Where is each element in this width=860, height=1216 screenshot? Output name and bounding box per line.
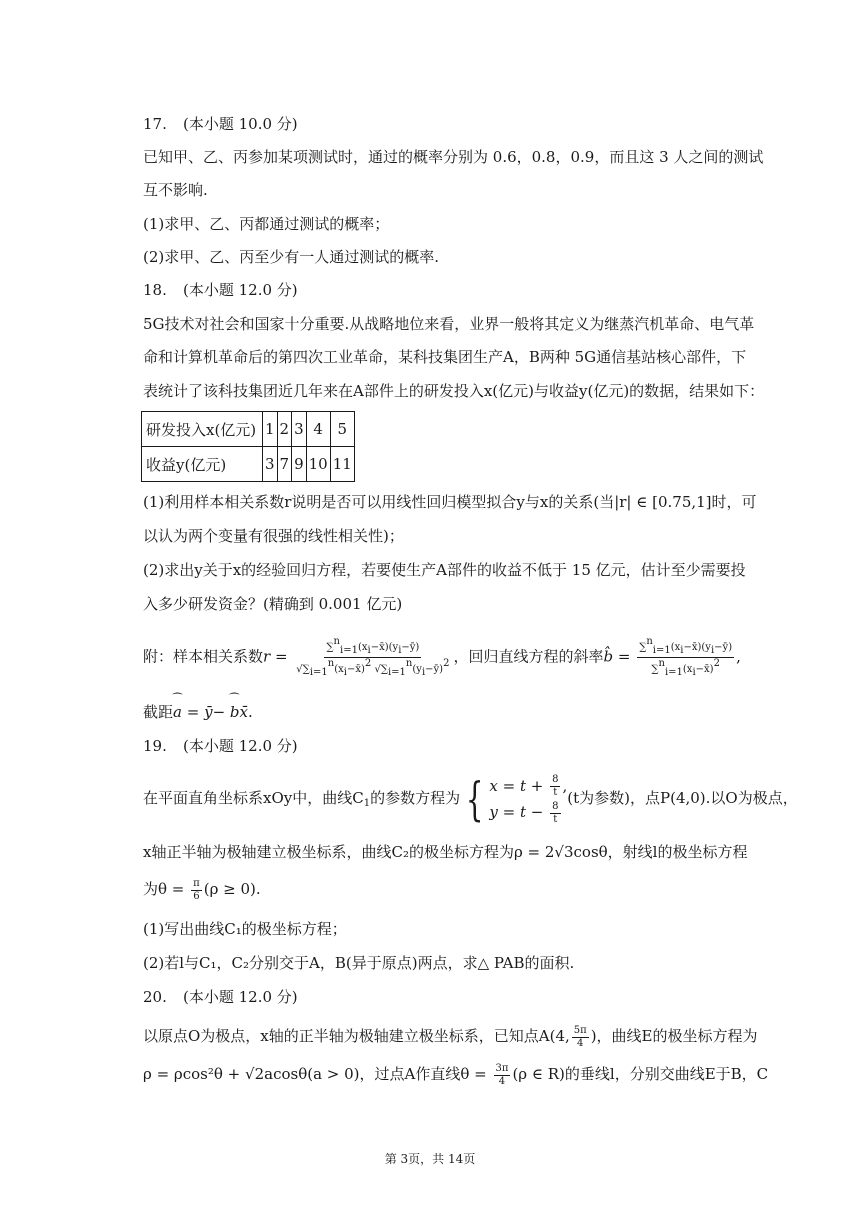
q19-text-b: 的参数方程为 <box>370 789 461 807</box>
q19-stem-line1: 在平面直角坐标系xOy中，曲线$C_1$的参数方程为 { x = t + $\frac{8}{t}$ , y = t − $\frac{8}{t}$ (t为参数)，点P(4,0).以O为极点， <box>143 772 798 826</box>
q17-part1: (1)求甲、乙、丙都通过测试的概率； <box>143 215 390 233</box>
q17-part2: (2)求甲、乙、丙至少有一人通过测试的概率. <box>143 248 440 266</box>
q17-number: 17. <box>143 115 167 133</box>
table-cell: 10 <box>306 447 330 482</box>
table-cell: 9 <box>292 447 307 482</box>
q19-text-c: (t为参数)，点P(4,0).以O为极点， <box>567 789 798 807</box>
q17-stem-line1: 已知甲、乙、丙参加某项测试时，通过的概率分别为 0.6，0.8，0.9，而且这 3 人之间的测试 <box>143 148 764 166</box>
q18-heading <box>143 280 298 300</box>
q17-heading <box>143 114 298 134</box>
table-row-x <box>142 412 355 447</box>
appendix-label: 附：样本相关系数 <box>143 647 264 666</box>
table-cell: 5 <box>330 412 354 447</box>
q17-points: (本小题 10.0 分) <box>183 115 298 133</box>
table-cell: 2 <box>277 412 292 447</box>
table-row-y <box>142 447 355 482</box>
q20-points: (本小题 12.0 分) <box>183 988 298 1006</box>
q19-text-a: 在平面直角坐标系xOy中，曲线C <box>143 789 364 807</box>
q18-intercept: 截距⁀ a = ȳ− ⁀ bx̄. <box>143 702 253 722</box>
q20-heading <box>143 987 298 1007</box>
table-cell: 1 <box>263 412 278 447</box>
q20-text-b: )，曲线E的极坐标方程为 <box>590 1027 758 1045</box>
q18-part2-line2: 入多少研发资金？(精确到 0.001 亿元) <box>143 595 403 613</box>
q20-text-d: (ρ ∈ R)的垂线l，分别交曲线E于B，C <box>512 1065 769 1083</box>
q18-points: (本小题 12.0 分) <box>183 281 298 299</box>
appendix-slope-label: ，回归直线方程的斜率 <box>453 647 604 666</box>
q18-part1-line2: 以认为两个变量有很强的线性相关性)； <box>143 527 404 545</box>
q18-part2-line1: (2)求出y关于x的经验回归方程，若要使生产A部件的收益不低于 15 亿元，估计至少需要投 <box>143 561 746 579</box>
q18-part1-line1: (1)利用样本相关系数r说明是否可以用线性回归模型拟合y与x的关系(当|r| ∈ [0.75,1]时，可 <box>143 493 757 511</box>
q19-part1: (1)写出曲线C₁的极坐标方程； <box>143 920 347 938</box>
table-cell: 4 <box>306 412 330 447</box>
page-footer: 第 3页，共 14页 <box>384 1152 476 1166</box>
q19-points: (本小题 12.0 分) <box>183 737 298 755</box>
q20-stem-line2: ρ = ρcos²θ + √2acosθ(a > 0)，过点A作直线θ = $\frac{3\pi}{4}$ (ρ ∈ R)的垂线l，分别交曲线E于B，C <box>143 1062 769 1087</box>
q18-stem-line2: 命和计算机革命后的第四次工业革命，某科技集团生产A，B两种 5G通信基站核心部件，下 <box>143 348 747 366</box>
q20-stem-line1: 以原点O为极点，x轴的正半轴为极轴建立极坐标系，已知点A(4, $\frac{5\pi}{4}$ )，曲线E的极坐标方程为 <box>143 1024 758 1049</box>
q18-number: 18. <box>143 281 167 299</box>
q19-number: 19. <box>143 737 167 755</box>
q19-heading <box>143 736 298 756</box>
q20-text-a: 以原点O为极点，x轴的正半轴为极轴建立极坐标系，已知点A(4, <box>143 1027 570 1045</box>
q18-stem-line1: 5G技术对社会和国家十分重要.从战略地位来看，业界一般将其定义为继蒸汽机革命、电气革 <box>143 315 755 333</box>
table-cell: 11 <box>330 447 354 482</box>
table-cell: 3 <box>263 447 278 482</box>
intercept-label: 截距 <box>143 703 174 721</box>
q20-text-c: ρ = ρcos²θ + √2acosθ(a > 0)，过点A作直线θ = <box>143 1065 487 1083</box>
table-cell: 3 <box>292 412 307 447</box>
correlation-formula: $\frac{\sum ni=1(xi-x̄)(yi-ȳ)}{√\sum i=1n(xi-x̄)2 √\sum i=1n(yi-ȳ)2}$ <box>296 636 450 678</box>
q19-text-e: (ρ ≥ 0). <box>203 880 261 898</box>
parametric-system: x = t + $\frac{8}{t}$ , y = t − $\frac{8}{t}$ <box>489 774 568 825</box>
q19-stem-line2: x轴正半轴为极轴建立极坐标系，曲线C₂的极坐标方程为ρ = 2√3cosθ，射线l的极坐标方程 <box>143 843 748 861</box>
table-header-x: 研发投入x(亿元) <box>142 412 263 447</box>
q19-part2: (2)若l与C₁，C₂分别交于A，B(异于原点)两点，求△ PAB的面积. <box>143 954 575 972</box>
slope-formula: $\frac{\sum ni=1(xi-x̄)(yi-ȳ)}{\sum ni=1(xi-x̄)2}$ <box>639 636 733 678</box>
q18-data-table <box>141 411 355 482</box>
table-header-y: 收益y(亿元) <box>142 447 263 482</box>
q18-stem-line3: 表统计了该科技集团近几年来在A部件上的研发投入x(亿元)与收益y(亿元)的数据，结果如下： <box>143 382 765 400</box>
table-cell: 7 <box>277 447 292 482</box>
q17-stem-line2: 互不影响. <box>143 181 208 199</box>
q20-number: 20. <box>143 988 167 1006</box>
brace-glyph: { <box>465 772 484 826</box>
q18-appendix: 附：样本相关系数r = $\frac{\sum ni=1(xi-x̄)(yi-ȳ)}{√\sum i=1n(xi-x̄)2 √\sum i=1n(yi-ȳ)2}$ ，回归直线方程的斜率b̂ = $\frac{\sum ni=1(xi-x̄)(yi-ȳ)}{\sum ni=1(xi-x̄)2}$ , <box>143 636 741 678</box>
q19-text-d: 为θ = <box>143 880 185 898</box>
q19-stem-line3: 为θ = $\frac{\pi}{6}$ (ρ ≥ 0). <box>143 877 261 902</box>
